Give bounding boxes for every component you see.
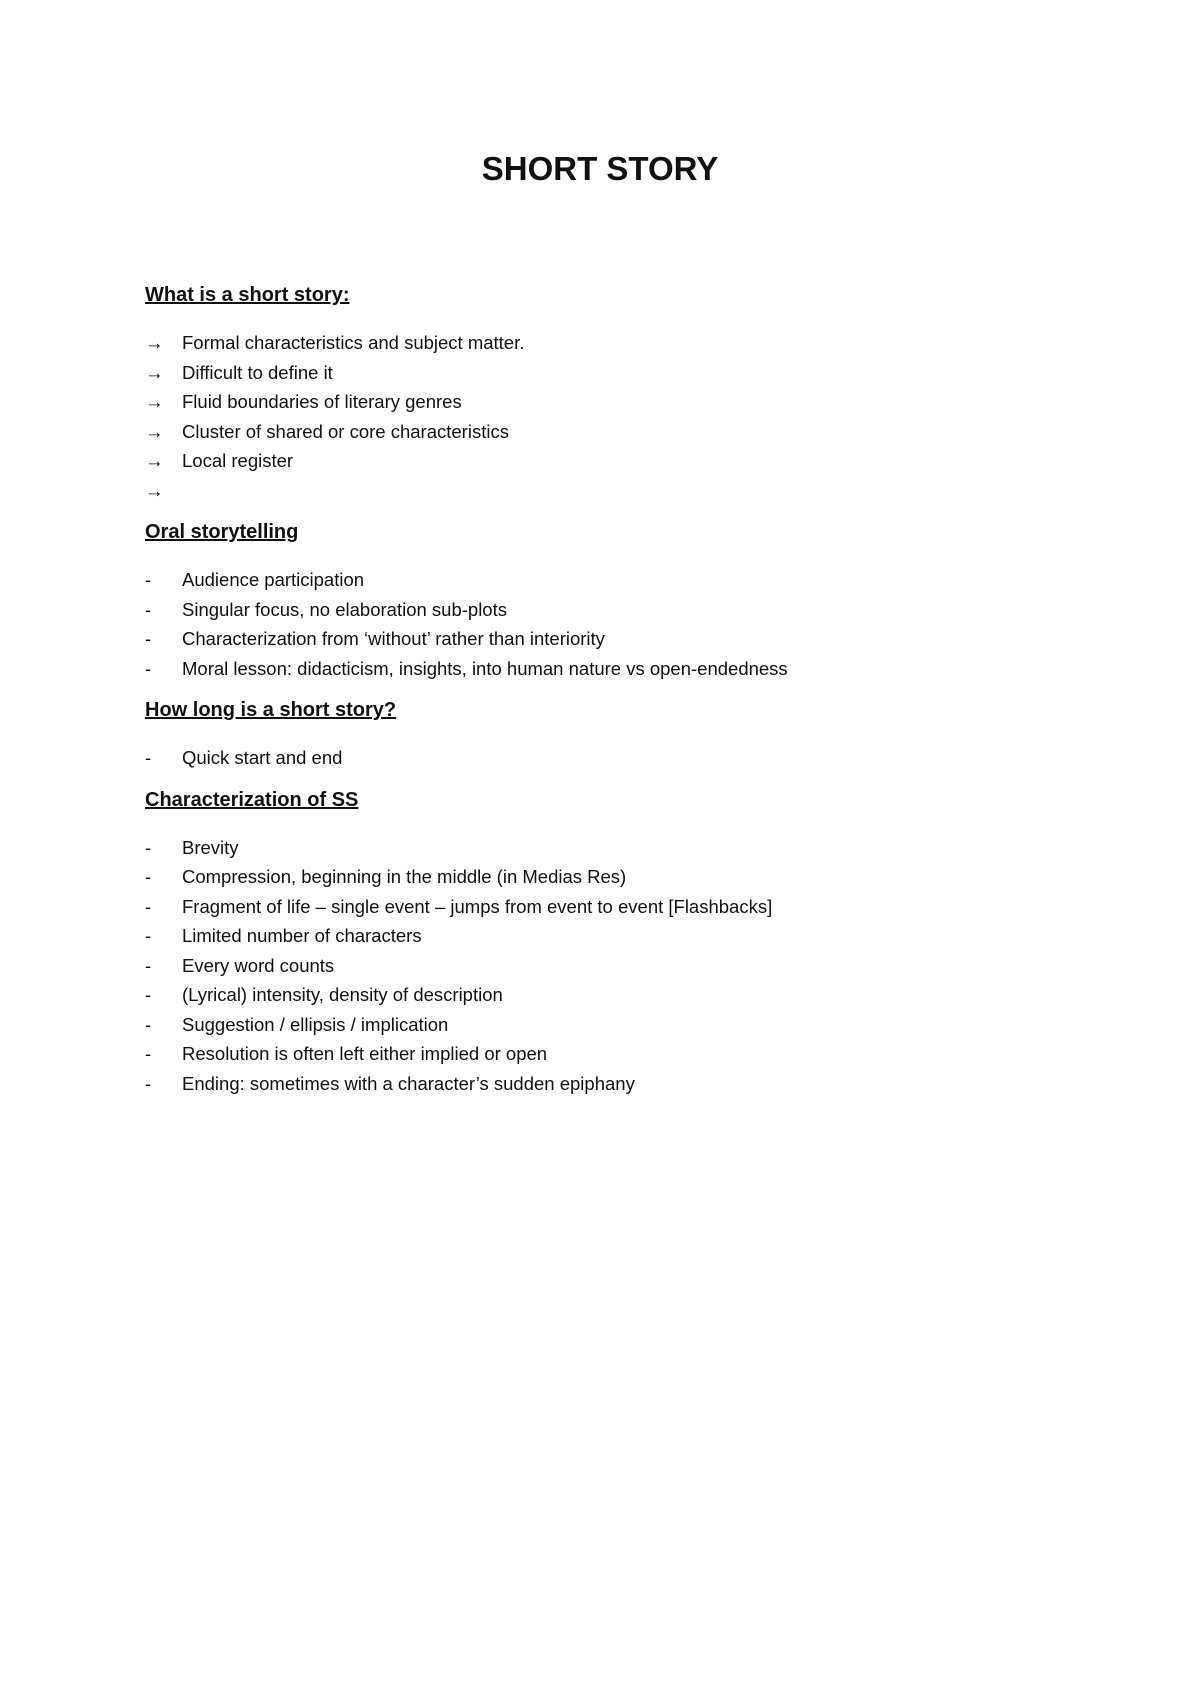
arrow-icon: → xyxy=(145,391,164,412)
list-item-text: Characterization from ‘without’ rather than interiority xyxy=(182,628,605,649)
list-item xyxy=(145,595,1105,625)
dash-icon: - xyxy=(145,836,152,858)
list-item xyxy=(145,951,1105,981)
section-characterization xyxy=(145,786,1105,1099)
list-item-text: (Lyrical) intensity, density of description xyxy=(182,984,503,1005)
section-heading: Characterization of SS xyxy=(145,788,359,811)
arrow-icon: → xyxy=(145,332,164,353)
arrow-icon: → xyxy=(145,479,164,501)
list-item-text: Compression, beginning in the middle (in Medias Res) xyxy=(182,866,627,887)
list-item xyxy=(145,921,1105,951)
list-item xyxy=(145,328,1105,358)
arrow-icon: → xyxy=(145,361,164,383)
list-item xyxy=(145,387,1105,417)
list-item-text: Fluid boundaries of literary genres xyxy=(182,391,462,412)
section-how-long xyxy=(145,696,1105,773)
dash-icon: - xyxy=(145,1013,152,1035)
arrow-icon: → xyxy=(145,450,164,471)
list-item-text: Resolution is often left either implied or open xyxy=(182,1043,548,1064)
list-item xyxy=(145,417,1105,447)
list-item xyxy=(145,446,1105,476)
list-item-text: Suggestion / ellipsis / implication xyxy=(182,1013,449,1035)
arrow-list xyxy=(145,328,1105,505)
list-item-text: Every word counts xyxy=(182,954,335,976)
dash-icon: - xyxy=(145,954,152,976)
dash-icon: - xyxy=(145,628,152,649)
section-heading: What is a short story: xyxy=(145,284,350,306)
list-item-text: Formal characteristics and subject matter. xyxy=(182,332,525,353)
section-what-is-short-story xyxy=(145,281,1105,505)
document-body xyxy=(145,281,1105,1098)
list-item-text: Moral lesson: didacticism, insights, into human nature vs open-endedness xyxy=(182,657,788,679)
list-item xyxy=(145,833,1105,863)
dash-icon: - xyxy=(145,1072,152,1094)
dash-list xyxy=(145,743,1105,773)
list-item-text: Quick start and end xyxy=(182,747,343,768)
list-item xyxy=(145,358,1105,388)
dash-icon: - xyxy=(145,984,152,1005)
dash-icon: - xyxy=(145,598,152,620)
dash-icon: - xyxy=(145,895,152,917)
section-oral-storytelling xyxy=(145,518,1105,683)
list-item xyxy=(145,476,1105,506)
dash-icon: - xyxy=(145,747,152,768)
section-heading: Oral storytelling xyxy=(145,521,299,543)
list-item-text: Difficult to define it xyxy=(182,361,333,383)
list-item-text: Ending: sometimes with a character’s sudden epiphany xyxy=(182,1072,635,1094)
dash-icon: - xyxy=(145,1043,152,1064)
list-item-text: Audience participation xyxy=(182,569,365,590)
list-item-text: Singular focus, no elaboration sub-plots xyxy=(182,598,507,620)
list-item xyxy=(145,624,1105,654)
list-item-text: Fragment of life – single event – jumps from event to event [Flashbacks] xyxy=(182,895,773,917)
list-item xyxy=(145,862,1105,892)
dash-icon: - xyxy=(145,569,152,590)
list-item xyxy=(145,1069,1105,1099)
list-item xyxy=(145,743,1105,773)
dash-list xyxy=(145,833,1105,1099)
list-item xyxy=(145,892,1105,922)
list-item-text: Limited number of characters xyxy=(182,925,422,946)
list-item xyxy=(145,654,1105,684)
list-item xyxy=(145,565,1105,595)
page-title: SHORT STORY xyxy=(481,150,719,187)
dash-icon: - xyxy=(145,866,152,887)
list-item xyxy=(145,1010,1105,1040)
list-item-text: Local register xyxy=(182,450,294,471)
arrow-icon: → xyxy=(145,420,164,442)
list-item xyxy=(145,1039,1105,1069)
section-heading: How long is a short story? xyxy=(145,699,397,721)
dash-icon: - xyxy=(145,657,152,679)
list-item-text: Brevity xyxy=(182,836,239,858)
list-item-text: Cluster of shared or core characteristics xyxy=(182,420,509,442)
dash-list xyxy=(145,565,1105,683)
list-item xyxy=(145,980,1105,1010)
dash-icon: - xyxy=(145,925,152,946)
